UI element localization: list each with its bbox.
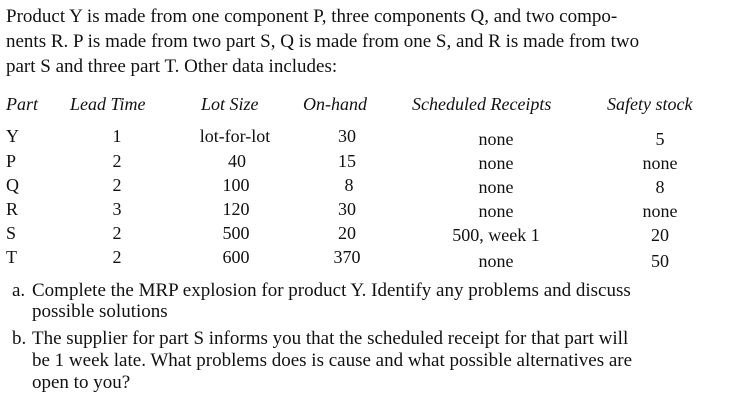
cell-on-hand: 30 (338, 126, 356, 146)
cell-lot-size: 100 (222, 175, 250, 195)
cell-safety-stock: none (642, 201, 678, 221)
cell-safety-stock: 5 (655, 129, 665, 149)
question-label: b. (12, 328, 27, 349)
cell-safety-stock: none (642, 153, 678, 173)
header-scheduled-receipts: Scheduled Receipts (412, 94, 552, 114)
cell-lead-time: 3 (112, 199, 122, 219)
cell-safety-stock: 8 (655, 177, 665, 197)
cell-part: S (6, 223, 17, 243)
question-text-line: possible solutions (32, 301, 168, 322)
cell-on-hand: 20 (338, 223, 356, 243)
intro-line: nents R. P is made from two part S, Q is made from one S, and R is made from two (6, 31, 640, 52)
header-part: Part (6, 94, 39, 114)
cell-scheduled-receipts: none (478, 129, 514, 149)
cell-part: R (6, 199, 19, 219)
cell-scheduled-receipts: none (478, 153, 514, 173)
intro-line: part S and three part T. Other data includes: (6, 56, 338, 77)
header-on-hand: On-hand (303, 94, 367, 114)
cell-scheduled-receipts: none (478, 177, 514, 197)
cell-lot-size: 500 (222, 223, 250, 243)
header-safety-stock: Safety stock (607, 94, 693, 114)
cell-lead-time: 2 (112, 151, 122, 171)
cell-safety-stock: 50 (651, 251, 669, 271)
cell-part: Y (6, 126, 19, 146)
cell-on-hand: 15 (338, 151, 356, 171)
cell-lead-time: 2 (112, 247, 122, 267)
cell-lead-time: 1 (112, 126, 122, 146)
cell-lead-time: 2 (112, 223, 122, 243)
question-text-line: Complete the MRP explosion for product Y. Identify any problems and discuss (32, 280, 631, 301)
cell-on-hand: 30 (338, 199, 356, 219)
cell-lot-size: 40 (228, 151, 246, 171)
cell-on-hand: 8 (344, 175, 354, 195)
cell-part: T (6, 247, 17, 267)
cell-lot-size: lot-for-lot (199, 126, 271, 146)
cell-scheduled-receipts: none (478, 201, 514, 221)
intro-line: Product Y is made from one component P, three components Q, and two compo- (6, 6, 618, 27)
cell-on-hand: 370 (333, 247, 361, 267)
question-text-line: open to you? (32, 372, 131, 393)
cell-safety-stock: 20 (651, 225, 669, 245)
question-text-line: The supplier for part S informs you that the scheduled receipt for that part will (32, 328, 629, 349)
cell-scheduled-receipts: none (478, 251, 514, 271)
cell-lot-size: 600 (222, 247, 250, 267)
header-lot-size: Lot Size (201, 94, 259, 114)
question-text-line: be 1 week late. What problems does is cause and what possible alternatives are (32, 350, 633, 371)
header-lead-time: Lead Time (70, 94, 146, 114)
cell-lot-size: 120 (222, 199, 250, 219)
question-label: a. (12, 280, 26, 301)
cell-lead-time: 2 (112, 175, 122, 195)
cell-scheduled-receipts: 500, week 1 (452, 225, 540, 245)
cell-part: P (6, 151, 17, 171)
cell-part: Q (6, 175, 19, 195)
